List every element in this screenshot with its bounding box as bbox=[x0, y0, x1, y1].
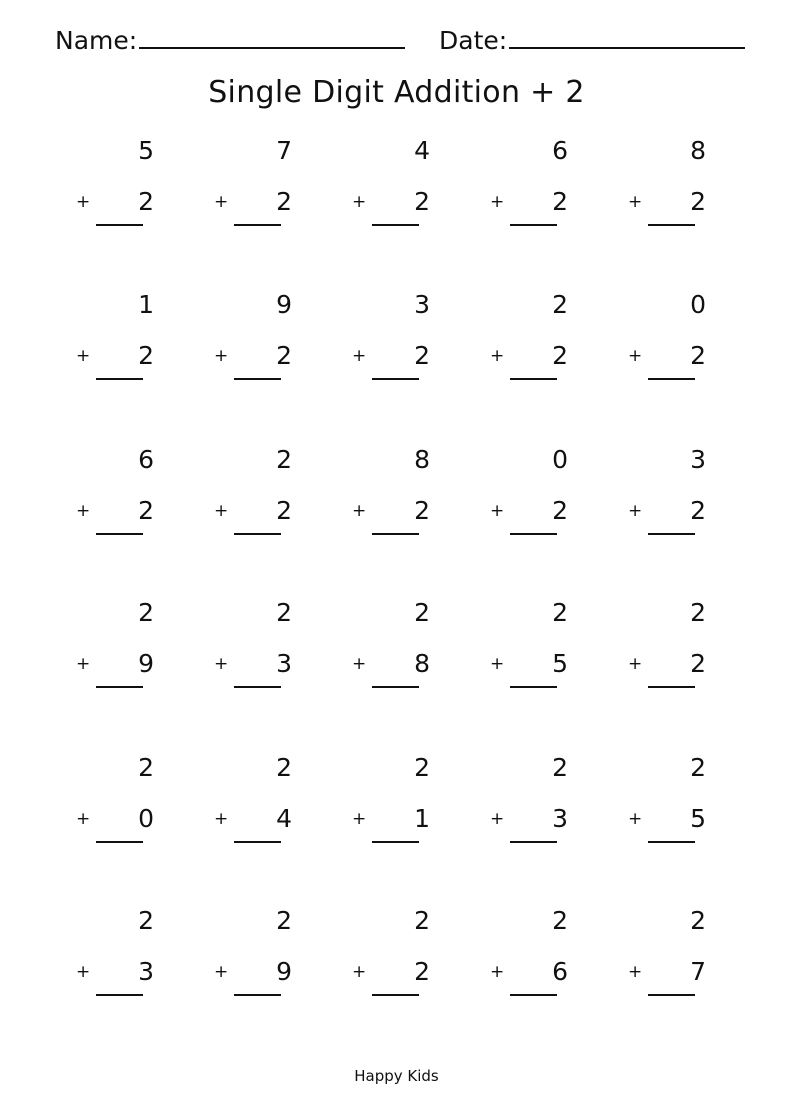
top-addend: 8 bbox=[690, 136, 706, 165]
answer-line[interactable] bbox=[648, 994, 695, 996]
answer-line[interactable] bbox=[234, 994, 281, 996]
bottom-addend: 4 bbox=[276, 804, 292, 833]
problem-4-1 bbox=[76, 598, 166, 708]
top-addend: 2 bbox=[138, 753, 154, 782]
answer-line[interactable] bbox=[96, 686, 143, 688]
plus-sign: + bbox=[352, 346, 367, 366]
answer-line[interactable] bbox=[234, 224, 281, 226]
bottom-addend: 2 bbox=[276, 496, 292, 525]
plus-sign: + bbox=[76, 654, 91, 674]
problem-3-2 bbox=[214, 445, 304, 555]
problem-6-3 bbox=[352, 906, 442, 1016]
problem-2-3 bbox=[352, 290, 442, 400]
plus-sign: + bbox=[214, 809, 229, 829]
plus-sign: + bbox=[76, 192, 91, 212]
problem-3-1 bbox=[76, 445, 166, 555]
top-addend: 4 bbox=[414, 136, 430, 165]
top-addend: 2 bbox=[276, 906, 292, 935]
plus-sign: + bbox=[490, 192, 505, 212]
date-label: Date: bbox=[439, 26, 508, 55]
problem-1-3 bbox=[352, 136, 442, 246]
bottom-addend: 2 bbox=[690, 496, 706, 525]
answer-line[interactable] bbox=[96, 994, 143, 996]
answer-line[interactable] bbox=[372, 994, 419, 996]
footer-brand: Happy Kids bbox=[354, 1067, 439, 1085]
answer-line[interactable] bbox=[510, 533, 557, 535]
answer-line[interactable] bbox=[234, 533, 281, 535]
date-blank-line[interactable] bbox=[509, 25, 745, 49]
problem-1-1 bbox=[76, 136, 166, 246]
problem-2-4 bbox=[490, 290, 580, 400]
bottom-addend: 7 bbox=[690, 957, 706, 986]
top-addend: 2 bbox=[276, 445, 292, 474]
plus-sign: + bbox=[490, 809, 505, 829]
problem-3-4 bbox=[490, 445, 580, 555]
bottom-addend: 1 bbox=[414, 804, 430, 833]
top-addend: 2 bbox=[552, 598, 568, 627]
bottom-addend: 3 bbox=[276, 649, 292, 678]
bottom-addend: 2 bbox=[414, 341, 430, 370]
answer-line[interactable] bbox=[648, 841, 695, 843]
bottom-addend: 2 bbox=[690, 187, 706, 216]
bottom-addend: 9 bbox=[276, 957, 292, 986]
plus-sign: + bbox=[352, 192, 367, 212]
name-blank-line[interactable] bbox=[139, 25, 405, 49]
answer-line[interactable] bbox=[234, 841, 281, 843]
top-addend: 2 bbox=[276, 598, 292, 627]
top-addend: 2 bbox=[138, 906, 154, 935]
top-addend: 2 bbox=[414, 598, 430, 627]
answer-line[interactable] bbox=[234, 686, 281, 688]
bottom-addend: 2 bbox=[552, 341, 568, 370]
problem-1-5 bbox=[628, 136, 718, 246]
plus-sign: + bbox=[628, 501, 643, 521]
problem-4-3 bbox=[352, 598, 442, 708]
problem-3-3 bbox=[352, 445, 442, 555]
answer-line[interactable] bbox=[372, 378, 419, 380]
bottom-addend: 5 bbox=[690, 804, 706, 833]
plus-sign: + bbox=[628, 809, 643, 829]
answer-line[interactable] bbox=[648, 378, 695, 380]
plus-sign: + bbox=[490, 962, 505, 982]
problem-1-4 bbox=[490, 136, 580, 246]
bottom-addend: 2 bbox=[138, 341, 154, 370]
top-addend: 3 bbox=[414, 290, 430, 319]
plus-sign: + bbox=[76, 962, 91, 982]
answer-line[interactable] bbox=[234, 378, 281, 380]
top-addend: 2 bbox=[414, 906, 430, 935]
bottom-addend: 3 bbox=[138, 957, 154, 986]
problem-6-1 bbox=[76, 906, 166, 1016]
top-addend: 1 bbox=[138, 290, 154, 319]
bottom-addend: 2 bbox=[552, 187, 568, 216]
top-addend: 6 bbox=[138, 445, 154, 474]
top-addend: 9 bbox=[276, 290, 292, 319]
top-addend: 2 bbox=[552, 753, 568, 782]
problem-6-2 bbox=[214, 906, 304, 1016]
bottom-addend: 3 bbox=[552, 804, 568, 833]
top-addend: 7 bbox=[276, 136, 292, 165]
plus-sign: + bbox=[76, 809, 91, 829]
answer-line[interactable] bbox=[372, 224, 419, 226]
plus-sign: + bbox=[628, 962, 643, 982]
problem-5-3 bbox=[352, 753, 442, 863]
problem-4-5 bbox=[628, 598, 718, 708]
top-addend: 2 bbox=[276, 753, 292, 782]
problem-6-4 bbox=[490, 906, 580, 1016]
bottom-addend: 2 bbox=[690, 649, 706, 678]
bottom-addend: 2 bbox=[138, 496, 154, 525]
bottom-addend: 6 bbox=[552, 957, 568, 986]
plus-sign: + bbox=[214, 962, 229, 982]
problem-5-2 bbox=[214, 753, 304, 863]
plus-sign: + bbox=[490, 346, 505, 366]
problem-2-1 bbox=[76, 290, 166, 400]
problem-3-5 bbox=[628, 445, 718, 555]
problem-4-2 bbox=[214, 598, 304, 708]
top-addend: 2 bbox=[138, 598, 154, 627]
name-label: Name: bbox=[55, 26, 138, 55]
top-addend: 3 bbox=[690, 445, 706, 474]
bottom-addend: 2 bbox=[552, 496, 568, 525]
answer-line[interactable] bbox=[372, 841, 419, 843]
answer-line[interactable] bbox=[648, 224, 695, 226]
answer-line[interactable] bbox=[510, 378, 557, 380]
plus-sign: + bbox=[628, 192, 643, 212]
plus-sign: + bbox=[490, 654, 505, 674]
problem-5-1 bbox=[76, 753, 166, 863]
plus-sign: + bbox=[214, 654, 229, 674]
top-addend: 0 bbox=[690, 290, 706, 319]
top-addend: 6 bbox=[552, 136, 568, 165]
bottom-addend: 2 bbox=[276, 341, 292, 370]
plus-sign: + bbox=[628, 654, 643, 674]
plus-sign: + bbox=[214, 346, 229, 366]
plus-sign: + bbox=[76, 501, 91, 521]
problem-2-5 bbox=[628, 290, 718, 400]
problem-5-5 bbox=[628, 753, 718, 863]
plus-sign: + bbox=[214, 192, 229, 212]
bottom-addend: 2 bbox=[414, 496, 430, 525]
answer-line[interactable] bbox=[372, 686, 419, 688]
problem-2-2 bbox=[214, 290, 304, 400]
answer-line[interactable] bbox=[648, 686, 695, 688]
problem-5-4 bbox=[490, 753, 580, 863]
answer-line[interactable] bbox=[96, 224, 143, 226]
plus-sign: + bbox=[352, 654, 367, 674]
top-addend: 2 bbox=[552, 290, 568, 319]
bottom-addend: 2 bbox=[414, 187, 430, 216]
answer-line[interactable] bbox=[96, 841, 143, 843]
bottom-addend: 8 bbox=[414, 649, 430, 678]
top-addend: 8 bbox=[414, 445, 430, 474]
worksheet-title: Single Digit Addition + 2 bbox=[208, 75, 585, 110]
plus-sign: + bbox=[76, 346, 91, 366]
top-addend: 2 bbox=[690, 598, 706, 627]
bottom-addend: 2 bbox=[138, 187, 154, 216]
problem-1-2 bbox=[214, 136, 304, 246]
problem-4-4 bbox=[490, 598, 580, 708]
bottom-addend: 5 bbox=[552, 649, 568, 678]
date-field[interactable] bbox=[439, 24, 745, 58]
bottom-addend: 2 bbox=[276, 187, 292, 216]
answer-line[interactable] bbox=[510, 224, 557, 226]
plus-sign: + bbox=[628, 346, 643, 366]
answer-line[interactable] bbox=[510, 841, 557, 843]
top-addend: 2 bbox=[552, 906, 568, 935]
plus-sign: + bbox=[490, 501, 505, 521]
name-field[interactable] bbox=[55, 24, 405, 58]
answer-line[interactable] bbox=[648, 533, 695, 535]
plus-sign: + bbox=[352, 962, 367, 982]
plus-sign: + bbox=[214, 501, 229, 521]
plus-sign: + bbox=[352, 501, 367, 521]
top-addend: 2 bbox=[414, 753, 430, 782]
answer-line[interactable] bbox=[96, 378, 143, 380]
bottom-addend: 9 bbox=[138, 649, 154, 678]
top-addend: 5 bbox=[138, 136, 154, 165]
problem-6-5 bbox=[628, 906, 718, 1016]
top-addend: 2 bbox=[690, 906, 706, 935]
answer-line[interactable] bbox=[510, 686, 557, 688]
top-addend: 0 bbox=[552, 445, 568, 474]
plus-sign: + bbox=[352, 809, 367, 829]
answer-line[interactable] bbox=[96, 533, 143, 535]
bottom-addend: 0 bbox=[138, 804, 154, 833]
bottom-addend: 2 bbox=[414, 957, 430, 986]
top-addend: 2 bbox=[690, 753, 706, 782]
answer-line[interactable] bbox=[372, 533, 419, 535]
bottom-addend: 2 bbox=[690, 341, 706, 370]
answer-line[interactable] bbox=[510, 994, 557, 996]
